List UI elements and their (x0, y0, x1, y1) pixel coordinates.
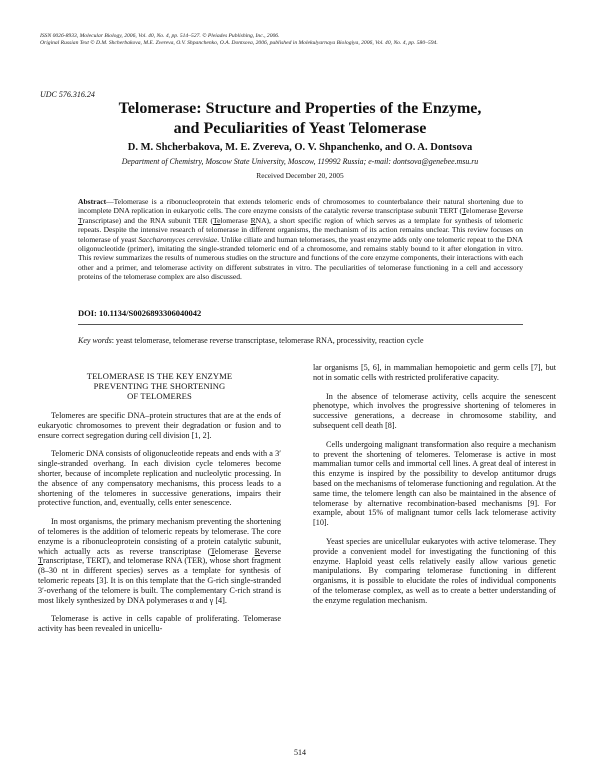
section-heading-line-3: OF TELOMERES (127, 391, 192, 401)
abstract-text-e: elomerase (466, 206, 499, 216)
journal-header (40, 33, 560, 47)
acronym-letter: R (254, 546, 261, 556)
acronym-letter: T (210, 546, 215, 556)
abstract-lead: Abstract (78, 197, 107, 206)
page-number: 514 (294, 748, 306, 757)
abstract-acronym-te: Te (213, 215, 221, 225)
paragraph: Telomeres are specific DNA–protein structures that are at the ends of eukaryotic chromosomes to prevent their degradation or fusion and to ensure correct segregation during cell division [1, 2]. (38, 411, 281, 440)
abstract-text-ranscr: ranscriptase) and the RNA subunit TER ( (82, 215, 213, 225)
paragraph: Telomerase is active in cells capable of proliferating. Telomerase activity has been revealed in unicellu- (38, 614, 281, 634)
abstract-text-lom: lomerase (220, 215, 251, 225)
keywords-label: Key words (78, 336, 112, 345)
section-heading-line-2: PREVENTING THE SHORTENING (93, 381, 226, 391)
paragraph: Cells undergoing malignant transformation also require a mechanism to prevent the shortening of telomeres. Telomerase is active in most mammalian tumor cells and immortal cell lines. A great deal of interest in this enzyme is inspired by the possibility to develop antitumor drugs based on the mechanisms of telomerase functioning and regulation. At the same time, the telomere length can also be maintained in the absence of telomerase by alternative recombination-based mechanisms [9]. For example, about 15% of malignant tumor cells lack telomerase activity [10]. (313, 439, 556, 528)
header-line-2: Original Russian Text © D.M. Shcherbakova, M.E. Zvereva, O.V. Shpanchenko, O.A. Dontsova, 2006, published in Molekulyarnaya Biologiya, 2006, Vol. 40, No. 4, pp. 580–594. (40, 40, 438, 47)
abstract-acronym-r: R (498, 206, 504, 216)
paragraph-text: everse (260, 546, 281, 556)
abstract-acronym-rna: R (250, 215, 256, 225)
abstract-text-1: —Telomerase is a ribonucleoprotein that extends telomeric ends of chromosomes to counterbalance their natural shortening due to incomplete DNA replication in eukaryotic cells. The core enzyme consists of the catalytic reverse transcriptase subunit TERT ( (78, 197, 523, 216)
paragraph-text: In most organisms, the primary mechanism preventing the shortening of telomeres is the addition of telomeric repeats by telomerase. The core enzyme is a ribonucleoprotein consisting of a protein catalytic subunit, which actually acts as reverse transcriptase ( (38, 517, 281, 556)
section-heading-line-1: TELOMERASE IS THE KEY ENZYME (86, 371, 233, 381)
abstract-text-3: . Unlike ciliate and human telomerases, the yeast enzyme adds only one telomeric repeat to the DNA oligonucleotide (primer), imitating the single-stranded telomeric end of a chromosome, and remains stably bound to it after elongation in vitro. This review summarizes the results of numerous studies on the structure and functions of the core enzyme components, their interactions with each other and a primer, and telomerase activity on different substrates in vitro. The peculiarities of telomerase functioning in a cell and accessory proteins of the telomerase complex are also discussed. (78, 234, 523, 282)
divider-rule (78, 324, 523, 325)
paragraph-text: elomerase (214, 546, 255, 556)
doi[interactable]: DOI: 10.1134/S0026893306040042 (78, 308, 202, 318)
paragraph-text: ranscriptase, TERT), and telomerase RNA (TER), whose short fragment (8–30 nt in different species) serves as a template for synthesis of telomeric repeats [3]. It is on this template that the G-rich single-stranded 3′-overhang of the telomere is built. The complementary C-rich strand is most likely synthesized by DNA polymerases α and γ [4]. (38, 556, 281, 605)
title-line-1: Telomerase: Structure and Properties of the Enzyme, (118, 100, 482, 117)
affiliation: Department of Chemistry, Moscow State University, Moscow, 119992 Russia; e-mail: dontsova@genebee.msu.ru (121, 157, 479, 166)
left-column (38, 371, 281, 643)
abstract-text-2: NA), a short specific region of which serves as a template for synthesis of telomeric repeats. Despite the intensive research of telomerase in different organisms, the mechanism of its action remains unclear. This review focuses on telomerase of yeast (78, 215, 523, 244)
abstract-species: Saccharomyces cerevisiae (138, 234, 218, 244)
paragraph: lar organisms [5, 6], in mammalian hemopoietic and germ cells [7], but not in somatic cells with restricted proliferative capacity. (313, 363, 556, 382)
paper-title (40, 99, 560, 139)
header-line-1: ISSN 0026-8933, Molecular Biology, 2006, Vol. 40, No. 4, pp. 514–527. © Pleiades Publishing, Inc., 2006. (40, 33, 280, 39)
abstract-acronym-t: T (462, 206, 467, 216)
keywords (78, 336, 523, 345)
right-column (313, 363, 556, 615)
received-date: Received December 20, 2005 (256, 171, 344, 180)
section-heading (38, 371, 281, 401)
paragraph: Yeast species are unicellular eukaryotes with active telomerase. They provide a convenient model for investigating the functioning of this enzyme. Haploid yeast cells relatively easily allow various genetic manipulations. By comparing telomerase functioning in different organisms, it is possible to elucidate the roles of individual components of the telomerase complex, as well as to create a better understanding of the enzyme regulation mechanism. (313, 536, 556, 605)
title-line-2: and Peculiarities of Yeast Telomerase (173, 120, 427, 137)
abstract (78, 197, 523, 282)
abstract-acronym-t2: T (78, 215, 83, 225)
keywords-text: : yeast telomerase, telomerase reverse transcriptase, telomerase RNA, processivity, reaction cycle (111, 336, 424, 345)
acronym-letter: T (38, 556, 44, 566)
abstract-text-ev: everse (503, 206, 523, 216)
paragraph: In the absence of telomerase activity, cells acquire the senescent phenotype, which involves the progressive shortening of telomeres in successive generations, a decrease in chromosome stability, and subsequent cell death [8]. (313, 391, 556, 430)
authors: D. M. Shcherbakova, M. E. Zvereva, O. V. Shpanchenko, and O. A. Dontsova (127, 142, 473, 153)
udc-code: UDC 576.316.24 (40, 90, 95, 99)
paragraph: Telomeric DNA consists of oligonucleotide repeats and ends with a 3′ single-stranded overhang. In each division cycle telomeres become shorter, because of incomplete replication and nucleolytic processing. In the absence of any compensatory mechanisms, this process leads to a shortening of the telomeres in successive generations, impairs their protective function, and, eventually, cells enter senescence. (38, 449, 281, 508)
paragraph (38, 517, 281, 605)
